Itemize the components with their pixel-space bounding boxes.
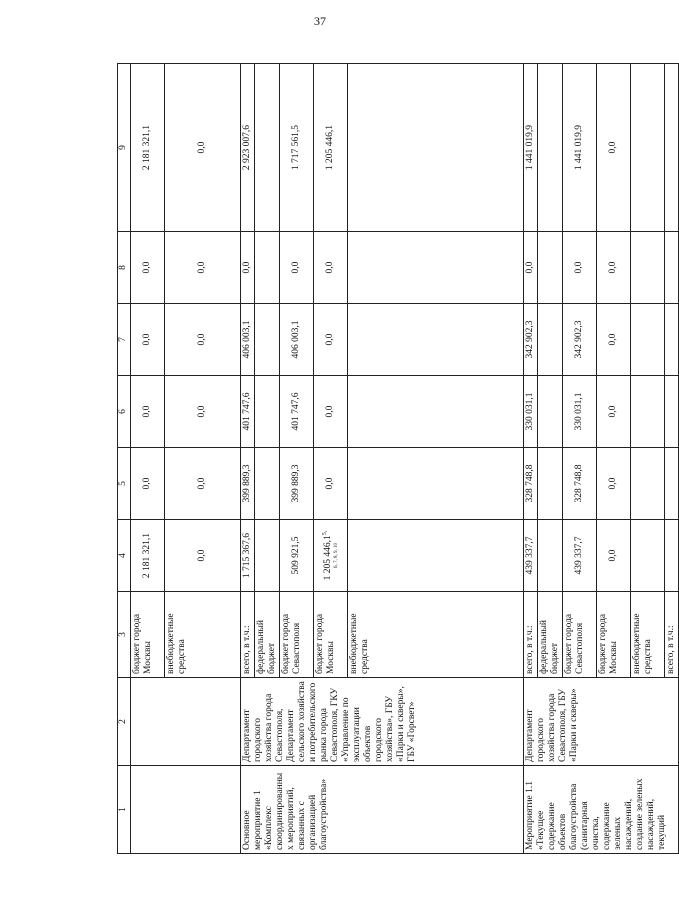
value-cell: 0,0	[165, 376, 241, 448]
footnote-mark: 5,	[321, 530, 328, 536]
value-cell: 1 441 019,9	[563, 64, 597, 232]
value-cell: 509 921,5	[280, 520, 314, 592]
empty-cell	[665, 64, 679, 232]
empty-cell	[255, 64, 280, 232]
funding-source: всего, в т.ч.:	[665, 592, 679, 678]
value-cell: 439 337,7	[563, 520, 597, 592]
value-cell: 0,0	[165, 232, 241, 304]
value-cell: 406 003,1	[241, 304, 255, 376]
column-header: 9	[118, 64, 131, 232]
empty-cell	[538, 448, 563, 520]
value-cell: 0,0	[165, 64, 241, 232]
empty-cell	[665, 376, 679, 448]
budget-table	[117, 63, 679, 854]
empty-cell	[348, 64, 524, 232]
empty-cell	[255, 376, 280, 448]
rotated-table-wrapper	[117, 64, 676, 854]
empty-cell	[538, 64, 563, 232]
value-cell: 401 747,6	[241, 376, 255, 448]
table-row	[131, 64, 165, 854]
column-number-row	[118, 64, 131, 854]
empty-cell	[631, 232, 665, 304]
value-cell: 1 717 561,5	[280, 64, 314, 232]
value-cell: 401 747,6	[280, 376, 314, 448]
column-header: 3	[118, 592, 131, 678]
empty-cell	[348, 376, 524, 448]
column-header: 7	[118, 304, 131, 376]
empty-cell	[665, 304, 679, 376]
value-cell: 0,0	[314, 376, 348, 448]
value-cell: 0,0	[131, 448, 165, 520]
funding-source: бюджет города Севастополя	[280, 592, 314, 678]
page-number: 37	[314, 14, 326, 28]
value-cell: 0,0	[280, 232, 314, 304]
value-cell: 328 748,8	[563, 448, 597, 520]
column-header: 4	[118, 520, 131, 592]
footnote-list: 6, 7, 8, 9, 10	[334, 543, 340, 568]
value-cell: 328 748,8	[524, 448, 538, 520]
value-cell: 1 441 019,9	[524, 64, 538, 232]
empty-cell	[255, 304, 280, 376]
empty-cell	[538, 232, 563, 304]
column-header: 5	[118, 448, 131, 520]
value-cell: 0,0	[131, 376, 165, 448]
empty-cell	[631, 304, 665, 376]
column-header: 8	[118, 232, 131, 304]
funding-source: федеральный бюджет	[255, 592, 280, 678]
empty-cell	[255, 232, 280, 304]
table-row	[241, 64, 255, 854]
empty-cell	[255, 520, 280, 592]
funding-source: бюджет города Москвы	[314, 592, 348, 678]
event-executors: Департамент городского хозяйства города Севастополя, Департамент сельского хозяйства и потребительского рынка города Севастополя, ГКУ «Управление по эксплуатации объектов городского хозяйства», ГБУ «Парки и скверы», ГБУ «Горсвет»	[241, 678, 524, 766]
empty-cell	[631, 520, 665, 592]
column-header: 2	[118, 678, 131, 766]
value-cell	[314, 520, 348, 592]
funding-source: федеральный бюджет	[538, 592, 563, 678]
event-executors: Департамент городского хозяйства города Севастополя, ГБУ «Парки и скверы»	[524, 678, 679, 766]
empty-cell	[538, 304, 563, 376]
empty-cell	[348, 232, 524, 304]
value-cell: 0,0	[597, 64, 631, 232]
column-header: 1	[118, 766, 131, 854]
value-cell: 0,0	[314, 304, 348, 376]
value-cell: 0,0	[165, 304, 241, 376]
value-cell: 0,0	[597, 304, 631, 376]
value-cell: 0,0	[597, 520, 631, 592]
value-cell: 0,0	[131, 304, 165, 376]
value-cell: 399 889,3	[280, 448, 314, 520]
value-cell: 0,0	[597, 448, 631, 520]
value-cell: 1 715 367,6	[241, 520, 255, 592]
value-cell: 0,0	[597, 232, 631, 304]
column-header: 6	[118, 376, 131, 448]
value-cell: 330 031,1	[524, 376, 538, 448]
value-cell: 439 337,7	[524, 520, 538, 592]
rotated-table-container	[117, 64, 676, 854]
value-cell: 2 923 007,6	[241, 64, 255, 232]
value-cell: 0,0	[314, 448, 348, 520]
empty-cell	[131, 678, 241, 766]
funding-source: всего, в т.ч.:	[524, 592, 538, 678]
funding-source: внебюджетные средства	[165, 592, 241, 678]
empty-cell	[348, 520, 524, 592]
funding-source: внебюджетные средства	[631, 592, 665, 678]
funding-source: бюджет города Севастополя	[563, 592, 597, 678]
empty-cell	[538, 520, 563, 592]
value-cell: 1 205 446,1	[314, 64, 348, 232]
value-cell: 0,0	[314, 232, 348, 304]
funding-source: бюджет города Москвы	[597, 592, 631, 678]
value-cell: 0,0	[165, 448, 241, 520]
empty-cell	[631, 448, 665, 520]
event-name: Мероприятие 1.1 «Текущее содержание объектов благоустройства (санитарная очистка, содержание зеленых насаждений, создание зеленых насаждений, текущий	[524, 766, 679, 854]
funding-source: внебюджетные средства	[348, 592, 524, 678]
empty-cell	[348, 304, 524, 376]
value-cell: 342 902,3	[524, 304, 538, 376]
empty-cell	[631, 64, 665, 232]
value-cell: 342 902,3	[563, 304, 597, 376]
empty-cell	[538, 376, 563, 448]
value-cell: 0,0	[524, 232, 538, 304]
value-cell: 0,0	[131, 232, 165, 304]
event-name: Основное мероприятие 1 «Комплекс скоординированных мероприятий, связанных с организацией благоустройства»	[241, 766, 524, 854]
empty-cell	[255, 448, 280, 520]
value-cell: 0,0	[241, 232, 255, 304]
empty-cell	[131, 766, 241, 854]
empty-cell	[631, 376, 665, 448]
empty-cell	[665, 448, 679, 520]
value-cell: 406 003,1	[280, 304, 314, 376]
funding-source: всего, в т.ч.:	[241, 592, 255, 678]
value-cell: 0,0	[597, 376, 631, 448]
value-text: 1 205 446,1	[323, 535, 334, 581]
value-cell: 399 889,3	[241, 448, 255, 520]
empty-cell	[665, 232, 679, 304]
value-cell: 2 181 321,1	[131, 520, 165, 592]
table-row	[524, 64, 538, 854]
value-cell: 0,0	[165, 520, 241, 592]
funding-source: бюджет города Москвы	[131, 592, 165, 678]
value-cell: 2 181 321,1	[131, 64, 165, 232]
value-cell: 330 031,1	[563, 376, 597, 448]
empty-cell	[348, 448, 524, 520]
empty-cell	[665, 520, 679, 592]
value-cell: 0,0	[563, 232, 597, 304]
